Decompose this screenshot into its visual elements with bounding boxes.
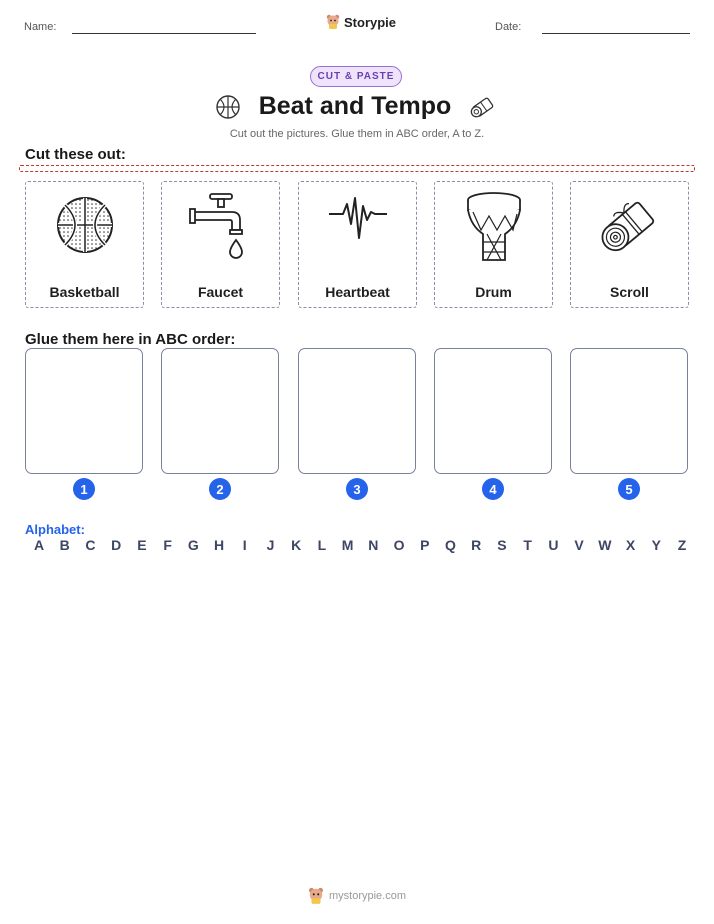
date-label: Date:: [495, 21, 522, 33]
basketball-icon: [50, 190, 120, 260]
page-title-row: [0, 92, 714, 121]
alphabet-letter: H: [213, 537, 225, 553]
alphabet-letter: T: [523, 537, 532, 553]
slot-number-badge: 4: [482, 478, 504, 500]
alphabet-letter: N: [368, 537, 379, 553]
page-title: Beat and Tempo: [258, 92, 452, 120]
cut-card-scroll[interactable]: [570, 181, 689, 308]
faucet-icon: [186, 190, 256, 260]
name-line[interactable]: [72, 33, 256, 34]
basketball-small-icon: [215, 94, 241, 120]
alphabet-letter: B: [59, 537, 70, 553]
alphabet-row: [25, 537, 690, 553]
alphabet-letter: W: [598, 537, 612, 553]
slot-number-badge: 2: [209, 478, 231, 500]
glue-heading: Glue them here in ABC order:: [25, 331, 236, 348]
card-label: Basketball: [49, 284, 120, 300]
name-label: Name:: [24, 21, 57, 33]
slot-number-badge: 1: [73, 478, 95, 500]
scroll-icon: [595, 190, 665, 260]
cut-paste-badge: CUT & PASTE: [310, 66, 402, 87]
alphabet-letter: F: [163, 537, 172, 553]
card-label: Heartbeat: [325, 284, 390, 300]
alphabet-letter: X: [625, 537, 636, 553]
cut-card-heartbeat[interactable]: [298, 181, 417, 308]
card-label: Faucet: [197, 284, 244, 300]
alphabet-letter: K: [291, 537, 302, 553]
alphabet-letter: E: [137, 537, 147, 553]
footer: [0, 887, 714, 905]
alphabet-letter: A: [33, 537, 45, 553]
card-label: Drum: [475, 284, 512, 300]
date-line[interactable]: [542, 33, 690, 34]
alphabet-letter: V: [574, 537, 584, 553]
alphabet-letter: Z: [677, 537, 687, 553]
slot-number-badge: 3: [346, 478, 368, 500]
alphabet-letter: D: [111, 537, 122, 553]
alphabet-letter: R: [471, 537, 482, 553]
alphabet-letter: Q: [445, 537, 456, 553]
alphabet-letter: Y: [651, 537, 661, 553]
cut-heading: Cut these out:: [25, 146, 126, 163]
alphabet-letter: L: [317, 537, 327, 553]
brand-name: Storypie: [344, 14, 397, 30]
alphabet-label: Alphabet:: [25, 522, 85, 537]
alphabet-letter: G: [187, 537, 199, 553]
drum-icon: [459, 190, 529, 268]
cut-card-basketball[interactable]: [25, 181, 144, 308]
cut-card-drum[interactable]: [434, 181, 553, 308]
alphabet-letter: C: [85, 537, 96, 553]
scroll-small-icon: [469, 93, 499, 121]
glue-slot-2[interactable]: [161, 348, 279, 474]
glue-slot-4[interactable]: [434, 348, 552, 474]
brand-logo: [326, 14, 396, 30]
storypie-bear-icon: [308, 887, 324, 905]
alphabet-letter: I: [242, 537, 247, 553]
glue-slot-1[interactable]: [25, 348, 143, 474]
alphabet-letter: O: [393, 537, 405, 553]
alphabet-letter: S: [497, 537, 507, 553]
card-label: Scroll: [610, 284, 649, 300]
alphabet-letter: P: [420, 537, 430, 553]
cut-card-faucet[interactable]: [161, 181, 280, 308]
instructions: Cut out the pictures. Glue them in ABC order, A to Z.: [229, 128, 485, 140]
alphabet-letter: U: [548, 537, 559, 553]
glue-slot-5[interactable]: [570, 348, 688, 474]
storypie-bear-icon: [326, 14, 340, 30]
glue-slot-3[interactable]: [298, 348, 416, 474]
alphabet-letter: M: [341, 537, 354, 553]
footer-url[interactable]: mystorypie.com: [328, 890, 407, 902]
heartbeat-icon: [323, 190, 393, 260]
cut-line: [19, 165, 695, 172]
slot-number-badge: 5: [618, 478, 640, 500]
alphabet-letter: J: [266, 537, 275, 553]
